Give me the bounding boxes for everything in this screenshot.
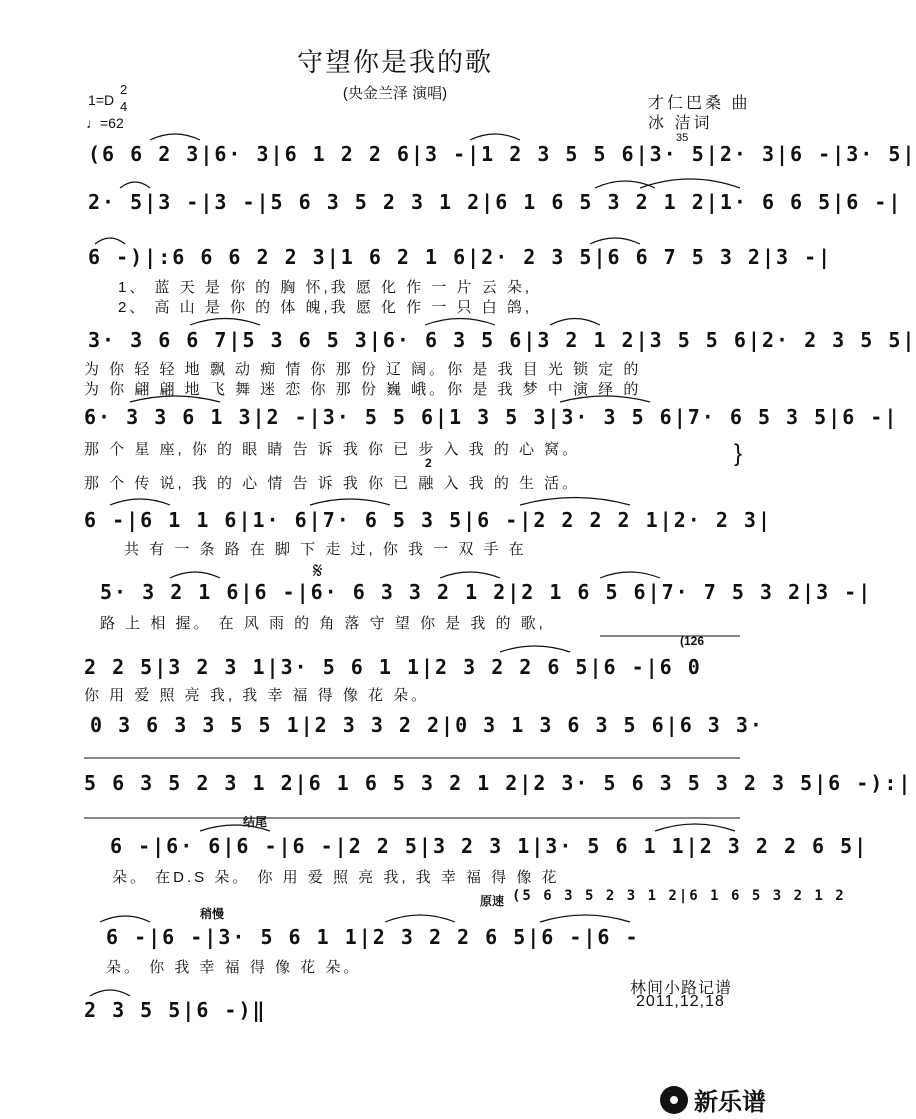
grace-note-126: (126 bbox=[680, 634, 705, 648]
notation-line-9: 0 3 6 3 3 5 5 1|2 3 3 2 2|0 3 1 3 6 3 5 6|6 3 3· bbox=[90, 713, 764, 737]
notation-line-12: 6 -|6 -|3· 5 6 1 1|2 3 2 2 6 5|6 -|6 - bbox=[106, 925, 640, 949]
slur bbox=[590, 238, 640, 244]
transcriber-credit: 林间小路记谱 bbox=[630, 980, 733, 997]
lyric-line-7: 路 上 相 握。 在 风 雨 的 角 落 守 望 你 是 我 的 歌, bbox=[100, 615, 546, 632]
tempo-marking: ♩=62 bbox=[86, 115, 124, 131]
lyric-line-11: 朵。 在D.S 朵。 你 用 爱 照 亮 我, 我 幸 福 得 像 花 bbox=[112, 869, 560, 886]
notation-line-7: 5· 3 2 1 6|6 -|6· 6 3 3 2 1 2|2 1 6 5 6|7· 7 5 3 2|3 -| bbox=[100, 580, 873, 604]
interlude-notation: (5 6 3 5 2 3 1 2|6 1 6 5 3 2 1 2 bbox=[512, 888, 846, 904]
logo-text: 新乐谱 bbox=[694, 1089, 766, 1116]
tempo-return-label: 原速 bbox=[480, 894, 505, 908]
slur bbox=[100, 916, 150, 922]
slur bbox=[600, 572, 660, 578]
time-signature-bottom: 4 bbox=[120, 99, 128, 114]
notation-line-1: (6 6 2 3|6· 3|6 1 2 2 6|3 -|1 2 3 5 5 6|3· 5|2· 3|6 -|3· 5| bbox=[88, 142, 916, 166]
key-signature: 1=D bbox=[88, 92, 115, 108]
notation-line-6: 6 -|6 1 1 6|1· 6|7· 6 5 3 5|6 -|2 2 2 2 1|2· 2 3| bbox=[84, 508, 773, 532]
lyric-verse1-line-3: 1、 蓝 天 是 你 的 胸 怀,我 愿 化 作 一 片 云 朵, bbox=[118, 279, 533, 296]
song-title: 守望你是我的歌 bbox=[296, 47, 493, 77]
notation-line-5: 6· 3 3 6 1 3|2 -|3· 5 5 6|1 3 5 3|3· 3 5 6|7· 6 5 3 5|6 -| bbox=[84, 405, 899, 429]
slur bbox=[95, 238, 125, 244]
grace-note-2: 2 bbox=[425, 456, 432, 470]
lyric-verse2-line-3: 2、 高 山 是 你 的 体 魄,我 愿 化 作 一 只 白 鸽, bbox=[118, 299, 533, 316]
slur bbox=[170, 572, 220, 578]
time-signature-top: 2 bbox=[120, 82, 128, 97]
notation-line-3: 6 -)|:6 6 6 2 2 3|1 6 2 1 6|2· 2 3 5|6 6 7 5 3 2|3 -| bbox=[88, 245, 833, 269]
slur bbox=[425, 319, 495, 326]
slur bbox=[110, 499, 170, 505]
lyric-verse2-line-4: 为 你 翩 翩 地 飞 舞 迷 恋 你 那 份 巍 峨。你 是 我 梦 中 演 绎 的 bbox=[84, 381, 642, 398]
tempo-slower-label: 稍慢 bbox=[200, 907, 225, 921]
slur bbox=[540, 915, 630, 922]
slur bbox=[470, 134, 520, 140]
lyricist-credit: 冰 洁词 bbox=[648, 115, 713, 132]
lyric-verse1-line-4: 为 你 轻 轻 地 飘 动 痴 情 你 那 份 辽 阔。你 是 我 目 光 锁 定 的 bbox=[84, 361, 642, 378]
verse-brace: } bbox=[734, 440, 743, 467]
slur bbox=[520, 498, 630, 506]
slur bbox=[550, 319, 600, 326]
slur bbox=[385, 915, 455, 922]
transcription-date: 2011,12,18 bbox=[636, 993, 725, 1010]
slur bbox=[595, 181, 655, 188]
notation-line-13: 2 3 5 5|6 -)‖ bbox=[84, 998, 267, 1022]
lyric-line-8: 你 用 爱 照 亮 我, 我 幸 福 得 像 花 朵。 bbox=[84, 687, 430, 704]
slur bbox=[500, 646, 570, 652]
slur bbox=[560, 396, 650, 402]
slur bbox=[640, 179, 740, 188]
coda-label: 结尾 bbox=[243, 815, 268, 829]
composer-credit: 才仁巴桑 曲 bbox=[648, 95, 751, 112]
notation-line-10: 5 6 3 5 2 3 1 2|6 1 6 5 3 2 1 2|2 3· 5 6 3 5 3 2 3 5|6 -):| bbox=[84, 771, 913, 795]
dal-segno-sign: 𝄋 bbox=[313, 558, 323, 583]
notation-line-11: 6 -|6· 6|6 -|6 -|2 2 5|3 2 3 1|3· 5 6 1 1|2 3 2 2 6 5| bbox=[110, 834, 869, 858]
slur bbox=[310, 499, 390, 505]
slur bbox=[440, 572, 500, 578]
notation-line-2: 2· 5|3 -|3 -|5 6 3 5 2 3 1 2|6 1 6 5 3 2 1 2|1· 6 6 5|6 -| bbox=[88, 190, 903, 214]
lyric-verse1-line-5: 那 个 星 座, 你 的 眼 睛 告 诉 我 你 已 步 入 我 的 心 窝。 bbox=[84, 441, 581, 458]
slur bbox=[120, 182, 150, 188]
lyric-verse2-line-5: 那 个 传 说, 我 的 心 情 告 诉 我 你 已 融 入 我 的 生 活。 bbox=[84, 475, 581, 492]
slur bbox=[150, 134, 200, 140]
slur bbox=[130, 396, 220, 402]
notation-line-4: 3· 3 6 6 7|5 3 6 5 3|6· 6 3 5 6|3 2 1 2|3 5 5 6|2· 2 3 5 5| bbox=[88, 328, 916, 352]
performer-subtitle: (央金兰泽 演唱) bbox=[342, 85, 448, 102]
lyric-line-6: 共 有 一 条 路 在 脚 下 走 过, 你 我 一 双 手 在 bbox=[124, 541, 527, 558]
notation-line-8: 2 2 5|3 2 3 1|3· 5 6 1 1|2 3 2 2 6 5|6 -|6 0 bbox=[84, 655, 702, 679]
slur bbox=[200, 825, 270, 831]
slur bbox=[190, 319, 260, 326]
grace-note-35: 35 bbox=[676, 132, 689, 144]
lyric-line-12: 朵。 你 我 幸 福 得 像 花 朵。 bbox=[106, 959, 362, 976]
slur bbox=[655, 824, 735, 831]
slur bbox=[90, 990, 130, 996]
